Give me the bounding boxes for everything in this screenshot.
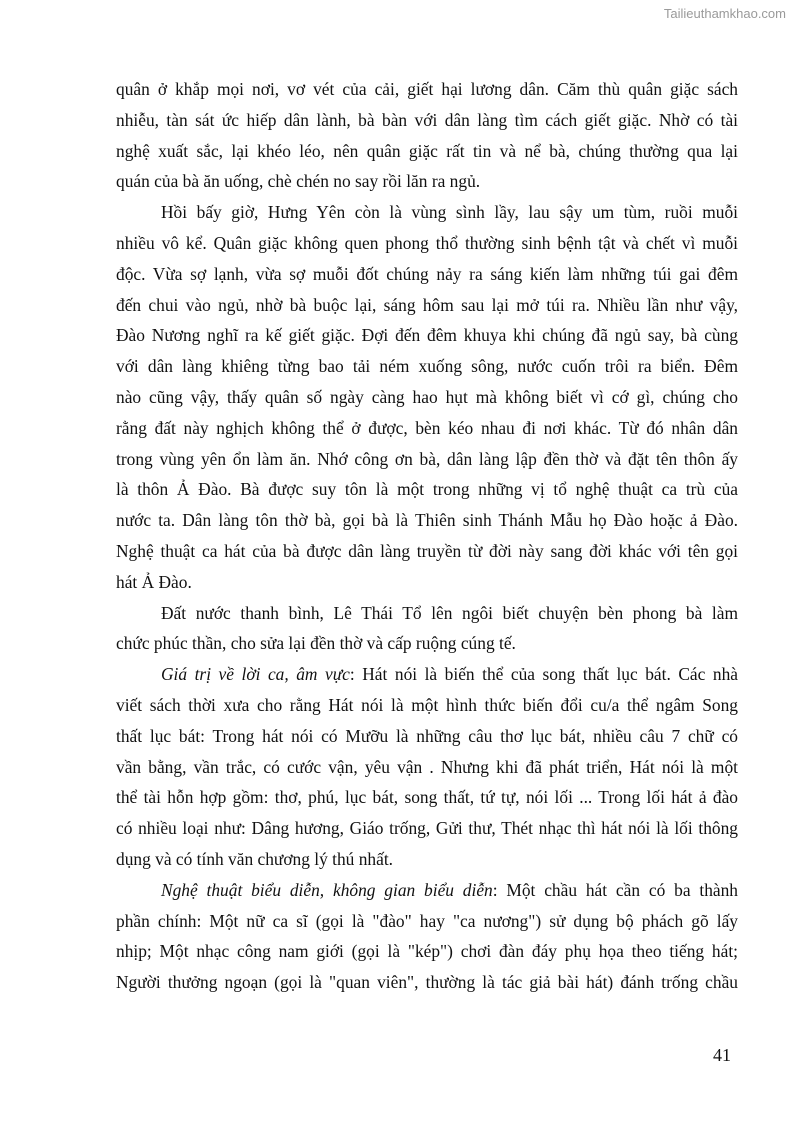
text-line	[116, 875, 738, 906]
text-line: quân ở khắp mọi nơi, vơ vét của cải, giết hại lương dân. Căm thù quân giặc sách	[116, 79, 738, 99]
text-line: Nghệ thuật ca hát của bà được dân làng truyền từ đời này sang đời khác với tên gọi	[116, 540, 738, 561]
paragraph-4	[116, 659, 738, 875]
section-lead: Giá trị về lời ca, âm vực	[161, 664, 350, 685]
text-line: độc. Vừa sợ lạnh, vừa sợ muỗi đốt chúng nảy ra sáng kiến làm những túi gai đêm	[116, 263, 738, 284]
paragraph-3	[116, 598, 738, 660]
paragraph-2	[116, 197, 738, 597]
text-line: trong vùng yên ổn làm ăn. Nhớ công ơn bà, dân làng lập đền thờ và đặt tên thôn ấy	[116, 448, 738, 469]
text-line: dụng và có tính văn chương lý thú nhất.	[116, 848, 394, 869]
text-line: hát Ả Đào.	[116, 571, 192, 592]
text-line: nhịp; Một nhạc công nam giới (gọi là "kép") chơi đàn đáy phụ họa theo tiếng hát;	[116, 941, 738, 962]
text-line: nghệ xuất sắc, lại khéo léo, nên quân giặc rất tin và nể bà, chúng thường qua lại	[116, 140, 738, 161]
text-line: thể tài hỗn hợp gồm: thơ, phú, lục bát, song thất, tứ tự, nói lối ... Trong lối hát ả đào	[116, 787, 738, 808]
text-line: nhiều vô kể. Quân giặc không quen phong thổ thường sinh bệnh tật và chết vì muỗi	[116, 232, 738, 253]
text-line: viết sách thời xưa cho rằng Hát nói là một hình thức biến đổi cu/a thể ngâm Song	[116, 694, 738, 715]
text-line: với dân làng khiêng từng bao tải ném xuống sông, nước cuốn trôi ra biển. Đêm	[116, 356, 738, 377]
paragraph-5	[116, 875, 738, 998]
text-line: rằng đất này nghịch không thể ở được, bèn kéo nhau đi nơi khác. Từ đó nhân dân	[116, 417, 738, 438]
text-line: Người thưởng ngoạn (gọi là "quan viên", thường là tác giả bài hát) đánh trống chầu	[116, 972, 738, 993]
text-line	[116, 659, 738, 690]
section-lead: Nghệ thuật biểu diễn, không gian biểu diễn	[161, 879, 493, 900]
text-line: Đất nước thanh bình, Lê Thái Tổ lên ngôi biết chuyện bèn phong bà làm	[161, 602, 738, 623]
text-line: phần chính: Một nữ ca sĩ (gọi là "đào" hay "ca nương") sử dụng bộ phách gõ lấy	[116, 910, 738, 931]
text-line: có nhiều loại như: Dâng hương, Giáo trống, Gửi thư, Thét nhạc thì hát nói là lối thông	[116, 818, 738, 839]
text-line: quán của bà ăn uống, chè chén no say rồi lăn ra ngủ.	[116, 171, 481, 192]
text-run: : Hát nói là biến thể của song thất lục bát. Các nhà	[349, 664, 738, 685]
page-number: 41	[713, 1045, 731, 1065]
text-line: Hồi bấy giờ, Hưng Yên còn là vùng sình lầy, lau sậy um tùm, ruồi muỗi	[161, 202, 738, 223]
text-line: chức phúc thần, cho sửa lại đền thờ và cấp ruộng cúng tế.	[116, 633, 516, 654]
text-line: là thôn Ả Đào. Bà được suy tôn là một trong những vị tổ nghệ thuật ca trù của	[116, 479, 738, 500]
text-line: vần bằng, vần trắc, có cước vận, yêu vận . Nhưng khi đã phát triển, Hát nói là một	[116, 756, 738, 777]
text-line: thất lục bát: Trong hát nói có Mưỡu là những câu thơ lục bát, nhiều câu 7 chữ có	[116, 725, 738, 746]
text-line: nước ta. Dân làng tôn thờ bà, gọi bà là Thiên sinh Thánh Mẫu họ Đào hoặc ả Đào.	[116, 510, 738, 531]
document-body	[116, 74, 738, 998]
text-run: : Một chầu hát cần có ba thành	[492, 879, 738, 900]
paragraph-1	[116, 74, 738, 197]
text-line: nhiễu, tàn sát ức hiếp dân lành, bà bàn với dân làng tìm cách giết giặc. Nhờ có tài	[116, 109, 738, 130]
text-line: Đào Nương nghĩ ra kế giết giặc. Đợi đến đêm khuya khi chúng đã ngủ say, bà cùng	[116, 325, 738, 346]
watermark: Tailieuthamkhao.com	[663, 6, 786, 21]
text-line: đến chui vào ngủ, nhờ bà buộc lại, sáng hôm sau lại mở túi ra. Nhiều lần như vậy,	[116, 294, 738, 315]
text-line: nào cũng vậy, thấy quân số ngày càng hao hụt mà không biết vì cớ gì, chúng cho	[116, 386, 738, 407]
